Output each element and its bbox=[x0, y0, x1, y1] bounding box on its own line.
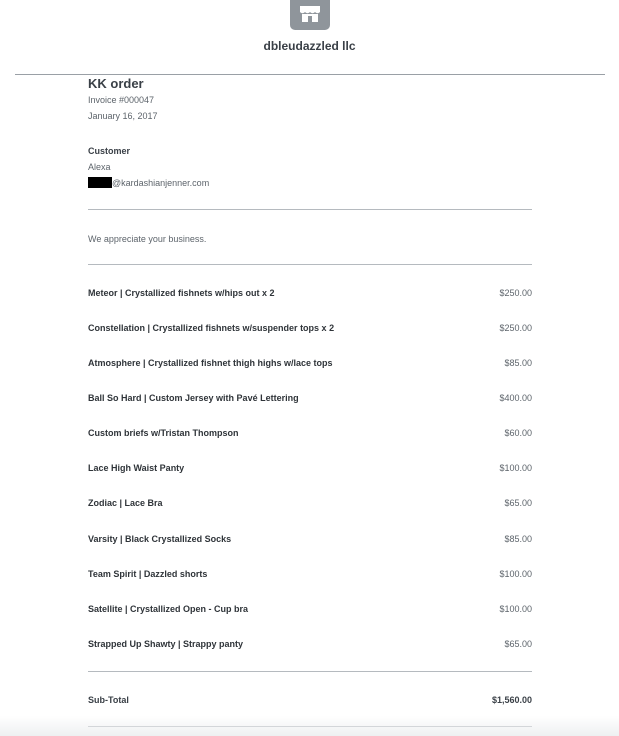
customer-email bbox=[88, 177, 209, 188]
item-name: Atmosphere | Crystallized fishnet thigh highs w/lace tops bbox=[88, 358, 333, 368]
item-price: $250.00 bbox=[499, 323, 532, 333]
line-item bbox=[88, 639, 532, 653]
storefront-icon bbox=[290, 0, 330, 30]
customer-email-domain: @kardashianjenner.com bbox=[112, 178, 210, 188]
line-item bbox=[88, 323, 532, 337]
item-name: Varsity | Black Crystallized Socks bbox=[88, 534, 232, 544]
item-price: $100.00 bbox=[499, 463, 532, 473]
item-name: Lace High Waist Panty bbox=[88, 463, 185, 473]
divider bbox=[88, 671, 532, 672]
item-price: $100.00 bbox=[499, 604, 532, 614]
item-price: $250.00 bbox=[499, 288, 532, 298]
item-name: Meteor | Crystallized fishnets w/hips out x 2 bbox=[88, 288, 275, 298]
invoice-title: KK order bbox=[88, 76, 144, 91]
item-name: Team Spirit | Dazzled shorts bbox=[88, 569, 208, 579]
item-price: $60.00 bbox=[504, 428, 532, 438]
invoice-date: January 16, 2017 bbox=[88, 111, 158, 121]
item-name: Satellite | Crystallized Open - Cup bra bbox=[88, 604, 249, 614]
page-bottom-fade bbox=[0, 716, 619, 736]
line-item bbox=[88, 463, 532, 477]
redaction-bar bbox=[88, 177, 112, 188]
item-price: $85.00 bbox=[504, 534, 532, 544]
customer-label: Customer bbox=[88, 146, 131, 156]
line-item bbox=[88, 534, 532, 548]
divider bbox=[88, 264, 532, 265]
item-name: Zodiac | Lace Bra bbox=[88, 498, 163, 508]
thank-you-note: We appreciate your business. bbox=[88, 234, 207, 244]
divider bbox=[88, 209, 532, 210]
line-item bbox=[88, 358, 532, 372]
line-item bbox=[88, 288, 532, 302]
subtotal-label: Sub-Total bbox=[88, 695, 129, 705]
item-price: $65.00 bbox=[504, 639, 532, 649]
line-item bbox=[88, 604, 532, 618]
item-price: $100.00 bbox=[499, 569, 532, 579]
subtotal-value: $1,560.00 bbox=[491, 695, 532, 705]
line-item bbox=[88, 393, 532, 407]
item-name: Constellation | Crystallized fishnets w/suspender tops x 2 bbox=[88, 323, 335, 333]
item-price: $85.00 bbox=[504, 358, 532, 368]
item-name: Strapped Up Shawty | Strappy panty bbox=[88, 639, 244, 649]
item-price: $400.00 bbox=[499, 393, 532, 403]
line-item bbox=[88, 569, 532, 583]
customer-name: Alexa bbox=[88, 162, 111, 172]
line-item bbox=[88, 428, 532, 442]
invoice-number: Invoice #000047 bbox=[88, 95, 155, 105]
item-name: Ball So Hard | Custom Jersey with Pavé Lettering bbox=[88, 393, 299, 403]
line-item bbox=[88, 498, 532, 512]
item-name: Custom briefs w/Tristan Thompson bbox=[88, 428, 239, 438]
header-divider bbox=[15, 74, 605, 75]
merchant-name: dbleudazzled llc bbox=[263, 39, 356, 53]
item-price: $65.00 bbox=[504, 498, 532, 508]
